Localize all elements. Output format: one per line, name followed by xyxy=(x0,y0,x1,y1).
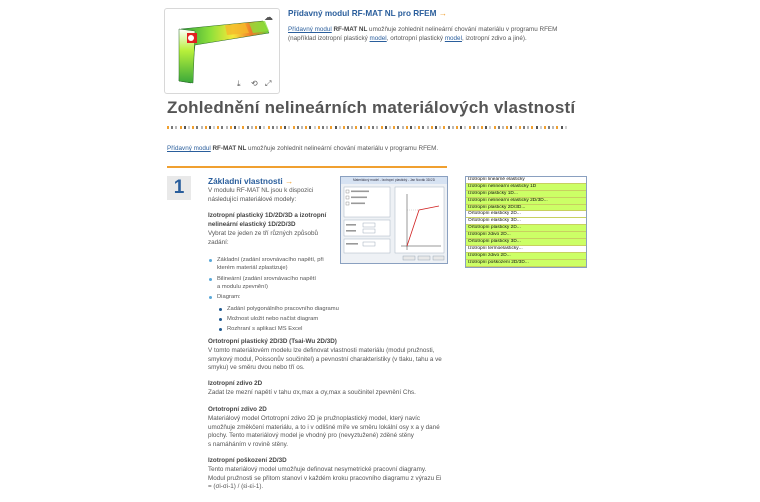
list-item[interactable]: Izotropní nelineární elastický 1D xyxy=(466,184,586,191)
list-item[interactable]: Izotropní nelineární elastický 2D/3D... xyxy=(466,198,586,205)
module-name: RF-MAT NL xyxy=(333,26,368,33)
arrow-right-icon: → xyxy=(285,176,294,186)
text-line: Vybrat lze jeden ze tří různých způsobů xyxy=(208,230,319,237)
text-line: Izotropní plastický 1D/2D/3D a izotropní xyxy=(208,212,327,219)
decorative-dash-divider xyxy=(167,126,587,129)
list-item[interactable]: Izotropní lineárně elastický xyxy=(466,177,586,184)
text-line: Modul pružnosti se přitom stanoví v každém kroku pracovního diagramu z výrazu Ei xyxy=(208,474,442,482)
damage-text xyxy=(208,466,441,492)
text-line: a modulu zpevnění) xyxy=(217,284,268,290)
list-item[interactable]: Izotropní plastický 1D... xyxy=(466,191,586,198)
subheading-masonry: Izotropní zdivo 2D xyxy=(208,380,263,387)
subheading-orthotropic-masonry: Ortotropní zdivo 2D xyxy=(208,406,267,413)
model-link-1[interactable]: model xyxy=(369,34,387,42)
section-intro xyxy=(208,187,313,204)
dialog-title: Materiálový model - Izotropní plastický - Jan Novák 3D/2D xyxy=(341,177,447,184)
list-item[interactable]: Ortotropní plastický 2D... xyxy=(466,225,586,232)
model-link-2[interactable]: model xyxy=(444,34,462,42)
module-title-link[interactable] xyxy=(288,9,447,18)
sub-list-item: Rozhraní s aplikací MS Excel xyxy=(227,326,303,332)
intro-module-name: RF-MAT NL xyxy=(212,145,247,152)
description-text: umožňuje zohlednit nelineární chování materiálu v programu RFEM (například izotropní plastický xyxy=(288,26,558,42)
list-item[interactable]: Ortotropní elastický 2D... xyxy=(466,211,586,218)
section-title-link[interactable] xyxy=(208,176,293,186)
orthotropic-text xyxy=(208,347,442,373)
3d-view-icon[interactable]: ⟲ xyxy=(251,79,258,88)
module-title-text[interactable]: Přídavný modul RF-MAT NL pro RFEM xyxy=(288,9,437,18)
text-line: Diagram: xyxy=(217,294,241,300)
text-line: zadání: xyxy=(208,238,229,246)
list-item xyxy=(217,256,324,272)
text-line: s namáháním v rovině stěny. xyxy=(208,440,289,448)
text-line: V modulu RF-MAT NL jsou k dispozici xyxy=(208,187,314,194)
text-line: plochy. Tento materiálový model je vhodný pro (nevyztužené) zděné stěny xyxy=(208,432,414,440)
subheading-damage: Izotropní poškození 2D/3D xyxy=(208,457,287,464)
cloud-download-icon[interactable]: ☁ xyxy=(264,12,273,22)
subheading-orthotropic: Ortotropní plastický 2D/3D (Tsai-Wu 2D/3D) xyxy=(208,338,337,345)
text-line: smyku) ve směru dvou nebo tří os. xyxy=(208,364,305,372)
list-item[interactable]: Izotropní zdivo 2D... xyxy=(466,232,586,239)
sub-list-item: Možnost uložit nebo načíst diagram xyxy=(227,316,319,322)
module-description xyxy=(288,26,578,43)
intro-module-link[interactable]: Přídavný modul xyxy=(167,145,211,152)
description-text-3: , izotropní zdivo a jiné). xyxy=(461,34,527,42)
text-line: smykový modul, Poissonův součinitel) a pevnostní charakteristiky (v tlaku, tahu a ve xyxy=(208,355,442,363)
text-line: Tento materiálový model umožňuje definovat nesymetrické pracovní diagramy. xyxy=(208,466,427,473)
material-model-list[interactable] xyxy=(465,176,587,268)
dialog-screenshot[interactable] xyxy=(340,176,448,264)
orthotropic-masonry-text xyxy=(208,415,440,449)
fem-model-thumbnail xyxy=(165,9,279,93)
arrow-right-icon: → xyxy=(438,9,447,18)
intro-text: umožňuje zohlednit nelineární chování materiálu v programu RFEM. xyxy=(246,145,439,152)
list-item[interactable]: Izotropní poškození 2D/3D... xyxy=(466,260,586,267)
addon-module-link[interactable]: Přídavný modul xyxy=(288,26,332,33)
sub-list-item: Zadání polygonálního pracovního diagramu xyxy=(227,306,339,312)
module-preview-card[interactable] xyxy=(164,8,280,94)
dialog-content-graphic xyxy=(341,184,447,263)
download-icon[interactable]: ⤓ xyxy=(237,79,241,88)
input-methods-text xyxy=(208,230,318,247)
list-item[interactable]: Izotropní plastický 2D/3D... xyxy=(466,205,586,212)
list-item[interactable]: Izotropní termoelastický... xyxy=(466,246,586,253)
list-item[interactable]: Izotropní zdivo 2D... xyxy=(466,253,586,260)
description-text-2: , ortotropní plastický xyxy=(386,34,445,42)
list-item[interactable]: Ortotropní plastický 3D... xyxy=(466,239,586,246)
text-line: Bilineární (zadání srovnávacího napětí xyxy=(217,276,316,282)
intro-paragraph xyxy=(167,145,438,152)
list-item xyxy=(217,293,241,301)
text-line: umožňuje změkčení materiálu, a to i v odlišné míře ve směru lokální osy x a y dané xyxy=(208,423,440,431)
list-item[interactable]: Ortotropní elastický 3D... xyxy=(466,218,586,225)
page-title: Zohlednění nelineárních materiálových vlastností xyxy=(167,98,576,117)
text-line: Materiálový model Ortotropní zdivo 2D je pružnoplastický model, který navíc xyxy=(208,415,421,422)
list-item xyxy=(217,275,316,291)
text-line: následující materiálové modely: xyxy=(208,195,297,203)
fullscreen-icon[interactable]: ⤢ xyxy=(265,79,272,88)
text-line: kterém materiál zplastizuje) xyxy=(217,265,288,271)
section-number: 1 xyxy=(167,176,191,200)
text-line: = (σi-σi-1) / (εi-εi-1). xyxy=(208,483,264,491)
subheading-isotropic xyxy=(208,212,326,229)
text-line: nelineární elastický 1D/2D/3D xyxy=(208,220,296,228)
section-title-text[interactable]: Základní vlastnosti xyxy=(208,176,283,186)
text-line: Základní (zadání srovnávacího napětí, při xyxy=(217,257,324,263)
masonry-text: Zadat lze mezní napětí v tahu σx,max a σy,max a součinitel zpevnění Chs. xyxy=(208,389,416,396)
section-divider xyxy=(167,166,447,168)
text-line: V tomto materiálovém modelu lze definovat vlastnosti materiálu (modul pružnosti, xyxy=(208,347,435,354)
